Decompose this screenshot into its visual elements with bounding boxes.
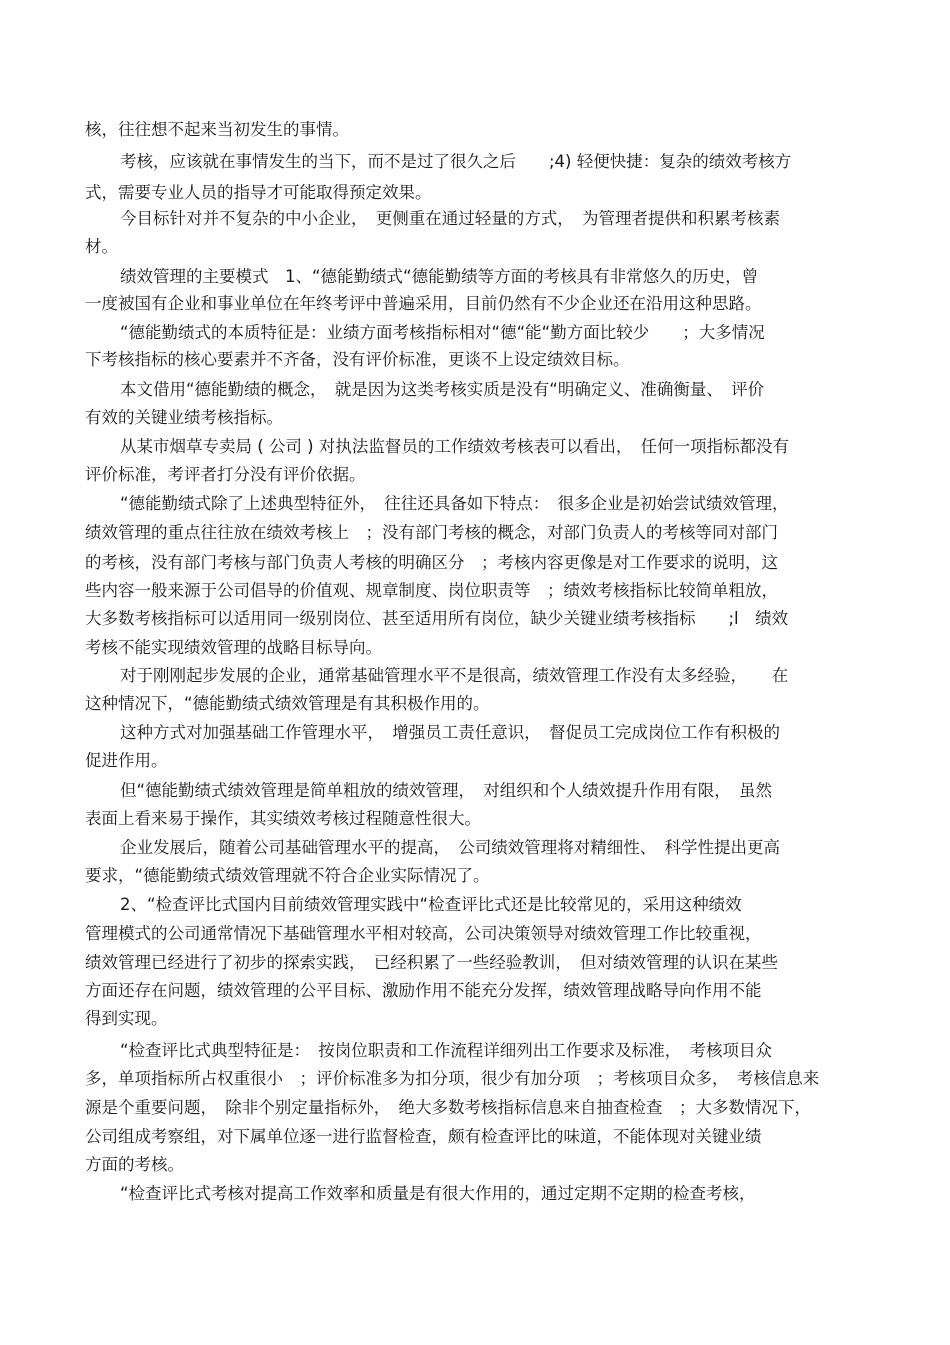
text-line: “检查评比式考核对提高工作效率和质量是有很大作用的，通过定期不定期的检查考核， <box>120 1184 756 1203</box>
text-line: 些内容一般来源于公司倡导的价值观、规章制度、岗位职责等 ；绩效考核指标比较简单粗放， <box>85 581 778 600</box>
text-line: 本文借用“德能勤绩的概念， 就是因为这类考核实质是没有“明确定义、准确衡量、 评价 <box>120 380 765 399</box>
text-line: 方面还存在问题，绩效管理的公平目标、激励作用不能充分发挥，绩效管理战略导向作用不能 <box>85 981 762 1000</box>
text-line: 促进作用。 <box>85 751 168 770</box>
text-line: “检查评比式典型特征是： 按岗位职责和工作流程详细列出工作要求及标准， 考核项目众 <box>120 1041 773 1060</box>
text-line: 公司组成考察组，对下属单位逐一进行监督检查，颇有检查评比的味道，不能体现对关键业绩 <box>85 1127 762 1146</box>
text-line: 的考核，没有部门考核与部门负责人考核的明确区分 ；考核内容更像是对工作要求的说明，这 <box>85 553 778 572</box>
text-line: 材。 <box>85 237 118 256</box>
text-line: “德能勤绩式的本质特征是：业绩方面考核指标相对“德“能“勤方面比较少 ；大多情况 <box>120 323 765 342</box>
text-line: 2、“检查评比式国内目前绩效管理实践中“检查评比式还是比较常见的，采用这种绩效 <box>120 895 742 914</box>
text-line: 这种方式对加强基础工作管理水平， 增强员工责任意识， 督促员工完成岗位工作有积极的 <box>120 723 780 742</box>
text-line: 今目标针对并不复杂的中小企业， 更侧重在通过轻量的方式， 为管理者提供和积累考核素 <box>120 209 780 228</box>
text-line: 多，单项指标所占权重很小 ；评价标准多为扣分项，很少有加分项 ；考核项目众多， 考核信息来 <box>85 1069 820 1088</box>
text-line: 要求，“德能勤绩式绩效管理就不符合企业实际情况了。 <box>85 866 490 885</box>
text-line: 管理模式的公司通常情况下基础管理水平相对较高，公司决策领导对绩效管理工作比较重视， <box>85 924 762 943</box>
text-line: 绩效管理已经进行了初步的探索实践， 已经积累了一些经验教训， 但对绩效管理的认识在某些 <box>85 953 778 972</box>
text-line: 有效的关键业绩考核指标。 <box>85 408 283 427</box>
text-line: 方面的考核。 <box>85 1155 184 1174</box>
text-line: 对于刚刚起步发展的企业，通常基础管理水平不是很高，绩效管理工作没有太多经验， 在 <box>120 666 789 685</box>
text-line: 式，需要专业人员的指导才可能取得预定效果。 <box>85 183 432 202</box>
text-line: 评价标准，考评者打分没有评价依据。 <box>85 465 366 484</box>
text-line: 源是个重要问题， 除非个别定量指标外， 绝大多数考核指标信息来自抽查检查 ；大多数情况下， <box>85 1098 811 1117</box>
text-line: 绩效管理的重点往往放在绩效考核上 ；没有部门考核的概念，对部门负责人的考核等同对部门 <box>85 523 778 542</box>
text-line: 绩效管理的主要模式 1、“德能勤绩式“德能勤绩等方面的考核具有非常悠久的历史，曾 <box>120 267 759 286</box>
text-line: 这种情况下，“德能勤绩式绩效管理是有其积极作用的。 <box>85 694 490 713</box>
text-line: 企业发展后，随着公司基础管理水平的提高， 公司绩效管理将对精细性、 科学性提出更高 <box>120 838 780 857</box>
text-line: 但“德能勤绩式绩效管理是简单粗放的绩效管理， 对组织和个人绩效提升作用有限， 虽然 <box>120 781 773 800</box>
text-line: “德能勤绩式除了上述典型特征外， 往往还具备如下特点： 很多企业是初始尝试绩效管理， <box>120 494 789 513</box>
text-line: 得到实现。 <box>85 1009 168 1028</box>
text-line: 表面上看来易于操作，其实绩效考核过程随意性很大。 <box>85 809 481 828</box>
text-line: 从某市烟草专卖局 ( 公司 ) 对执法监督员的工作绩效考核表可以看出， 任何一项指标都没有 <box>120 437 790 456</box>
text-line: 考核，应该就在事情发生的当下，而不是过了很久之后 ;4) 轻便快捷：复杂的绩效考核方 <box>120 152 792 171</box>
text-line: 一度被国有企业和事业单位在年终考评中普遍采用，目前仍然有不少企业还在沿用这种思路。 <box>85 294 762 313</box>
text-line: 下考核指标的核心要素并不齐备，没有评价标准，更谈不上设定绩效目标。 <box>85 350 630 369</box>
text-line: 考核不能实现绩效管理的战略目标导向。 <box>85 638 382 657</box>
text-line: 大多数考核指标可以适用同一级别岗位、甚至适用所有岗位，缺少关键业绩考核指标 ;l 绩效 <box>85 609 789 628</box>
text-line: 核，往往想不起来当初发生的事情。 <box>85 120 349 139</box>
